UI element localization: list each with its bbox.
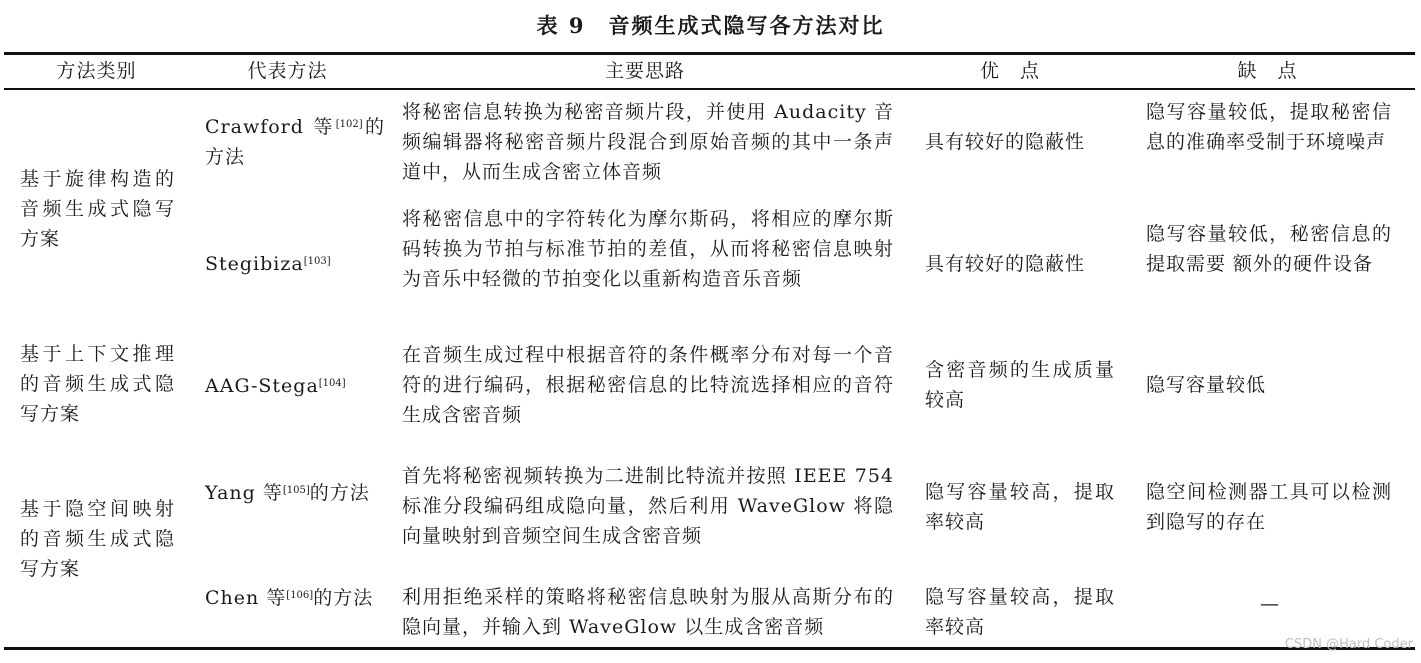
disadvantage-aagstega: 隐写容量较低 — [1146, 374, 1267, 396]
category-context: 基于上下文推理的音频生成式隐写方案 — [20, 343, 175, 425]
method-suffix: 的方法 — [313, 587, 374, 609]
method-name: Stegibiza — [205, 253, 304, 275]
reference-mark: [102] — [335, 119, 363, 130]
method-name: Crawford 等 — [205, 116, 336, 138]
category-melody: 基于旋律构造的音频生成式隐写方案 — [20, 168, 175, 250]
disadvantage-stegibiza: 隐写容量较低，秘密信息的提取需要 额外的硬件设备 — [1146, 223, 1392, 275]
reference-mark: [105] — [282, 485, 310, 496]
reference-mark: [104] — [318, 378, 346, 389]
advantage-yang: 隐写容量较高，提取率较高 — [925, 481, 1115, 533]
reference-mark: [106] — [286, 590, 314, 601]
header-category: 方法类别 — [56, 60, 137, 82]
disadvantage-yang: 隐空间检测器工具可以检测到隐写的存在 — [1146, 481, 1392, 533]
method-name: AAG-Stega — [205, 375, 319, 397]
method-name: Yang 等 — [205, 482, 283, 504]
watermark: CSDN @Hard Coder — [1284, 637, 1413, 652]
table-top-rule — [4, 52, 1415, 55]
method-crawford — [205, 112, 385, 172]
advantage-aagstega: 含密音频的生成质量较高 — [925, 359, 1115, 411]
advantage-stegibiza: 具有较好的隐蔽性 — [925, 253, 1086, 275]
disadvantage-chen: — — [1260, 593, 1279, 615]
category-latent: 基于隐空间映射的音频生成式隐写方案 — [20, 498, 175, 580]
method-suffix: 的方法 — [205, 116, 385, 168]
idea-crawford: 将秘密信息转换为秘密音频片段，并使用 Audacity 音频编辑器将秘密音频片段混合到原始音频的其中一条声道中，从而生成含密立体音频 — [402, 101, 894, 183]
method-name: Chen 等 — [205, 587, 287, 609]
table-title: 表 9 音频生成式隐写各方法对比 — [536, 13, 885, 38]
method-suffix: 的方法 — [309, 482, 370, 504]
method-chen — [205, 583, 375, 613]
header-disadvantage: 缺 点 — [1237, 60, 1298, 82]
idea-yang: 首先将秘密视频转换为二进制比特流并按照 IEEE 754 标准分段编码组成隐向量，然后利用 WaveGlow 将隐向量映射到音频空间生成含密音频 — [402, 465, 894, 547]
header-idea: 主要思路 — [604, 60, 685, 82]
idea-chen: 利用拒绝采样的策略将秘密信息映射为服从高斯分布的隐向量，并输入到 WaveGlow 以生成含密音频 — [402, 586, 894, 638]
disadvantage-crawford: 隐写容量较低，提取秘密信息的准确率受制于环境噪声 — [1146, 101, 1392, 153]
header-advantage: 优 点 — [979, 60, 1040, 82]
header-method: 代表方法 — [247, 60, 328, 82]
advantage-crawford: 具有较好的隐蔽性 — [925, 131, 1086, 153]
idea-stegibiza: 将秘密信息中的字符转化为摩尔斯码，将相应的摩尔斯码转换为节拍与标准节拍的差值，从而将秘密信息映射为音乐中轻微的节拍变化以重新构造音乐音频 — [402, 208, 894, 290]
table-bottom-rule — [4, 647, 1415, 650]
method-yang — [205, 478, 375, 508]
idea-aagstega: 在音频生成过程中根据音符的条件概率分布对每一个音符的进行编码，根据秘密信息的比特流选择相应的音符生成含密音频 — [402, 344, 894, 426]
table-header-rule — [4, 88, 1415, 90]
method-aagstega — [205, 371, 385, 401]
advantage-chen: 隐写容量较高，提取率较高 — [925, 586, 1115, 638]
method-stegibiza — [205, 249, 385, 279]
reference-mark: [103] — [303, 256, 331, 267]
